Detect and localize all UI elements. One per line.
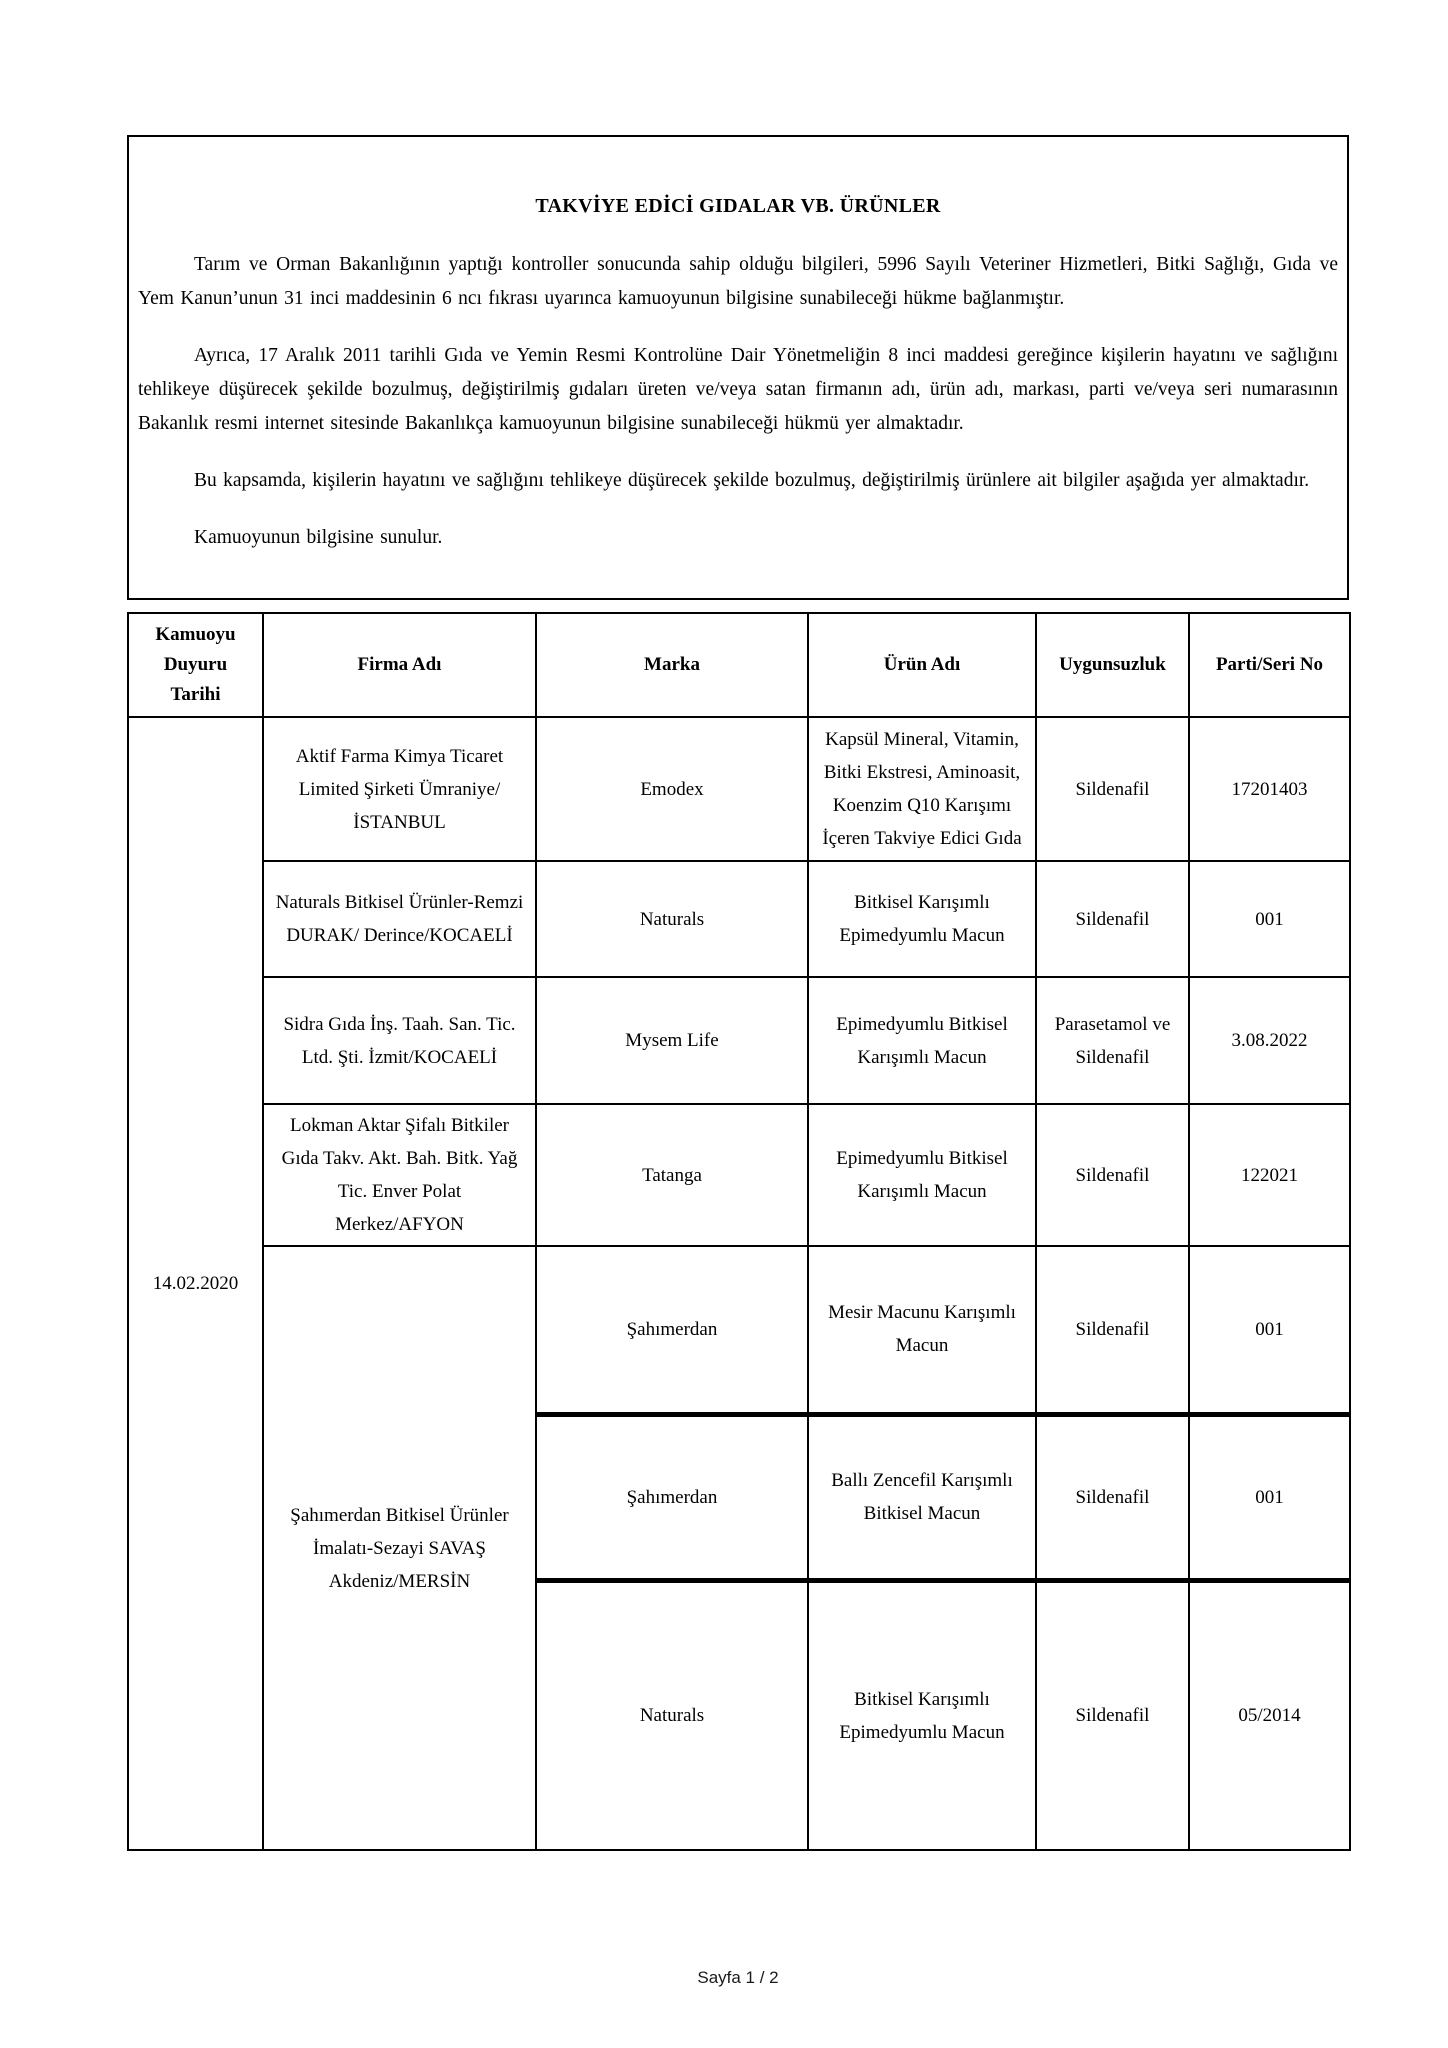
urun-cell: Mesir Macunu Karışımlı Macun: [808, 1246, 1036, 1414]
col-header-parti-seri-no: Parti/Seri No: [1189, 613, 1350, 717]
marka-cell: Emodex: [536, 717, 808, 861]
paragraph-4: Kamuoyunun bilgisine sunulur.: [194, 527, 443, 548]
marka-cell: Naturals: [536, 1580, 808, 1850]
urun-cell: Bitkisel Karışımlı Epimedyumlu Macun: [808, 1580, 1036, 1850]
table-row: [128, 1246, 1350, 1414]
parti-cell: 001: [1189, 1414, 1350, 1580]
col-header-uygunsuzluk: Uygunsuzluk: [1036, 613, 1189, 717]
paragraph-3: Bu kapsamda, kişilerin hayatını ve sağlığını tehlikeye düşürecek şekilde bozulmuş, değiştirilmiş ürünlere ait bilgiler aşağıda yer almaktadır.: [194, 470, 1310, 491]
firma-cell-merged: Şahımerdan Bitkisel Ürünler İmalatı-Sezayi SAVAŞ Akdeniz/MERSİN: [263, 1246, 536, 1850]
paragraph-1: Tarım ve Orman Bakanlığının yaptığı kontroller sonucunda sahip olduğu bilgileri, 5996 Sayılı Veteriner Hizmetleri, Bitki Sağlığı, Gıda ve Yem Kanun’unun 31 inci maddesinin 6 ncı fıkrası uyarınca kamuoyunun bilgisine sunabileceği hükme bağlanmıştır.: [138, 254, 1338, 309]
page-number-footer: Sayfa 1 / 2: [697, 1968, 779, 1987]
urun-cell: Kapsül Mineral, Vitamin, Bitki Ekstresi, Aminoasit, Koenzim Q10 Karışımı İçeren Takviye Edici Gıda: [808, 717, 1036, 861]
col-header-firma-adi: Firma Adı: [263, 613, 536, 717]
marka-cell: Mysem Life: [536, 977, 808, 1104]
urun-cell: Bitkisel Karışımlı Epimedyumlu Macun: [808, 861, 1036, 977]
uygunsuzluk-cell: Parasetamol ve Sildenafil: [1036, 977, 1189, 1104]
marka-cell: Şahımerdan: [536, 1246, 808, 1414]
table-row: [128, 1104, 1350, 1246]
col-header-duyuru-tarihi: Kamuoyu Duyuru Tarihi: [128, 613, 263, 717]
parti-cell: 17201403: [1189, 717, 1350, 861]
marka-cell: Şahımerdan: [536, 1414, 808, 1580]
parti-cell: 05/2014: [1189, 1580, 1350, 1850]
date-cell: 14.02.2020: [128, 717, 263, 1850]
table-row: [128, 977, 1350, 1104]
parti-cell: 001: [1189, 1246, 1350, 1414]
parti-cell: 3.08.2022: [1189, 977, 1350, 1104]
firma-cell: Lokman Aktar Şifalı Bitkiler Gıda Takv. Akt. Bah. Bitk. Yağ Tic. Enver Polat Merkez/AFYON: [263, 1104, 536, 1246]
document-title: TAKVİYE EDİCİ GIDALAR VB. ÜRÜNLER: [535, 195, 941, 217]
uygunsuzluk-cell: Sildenafil: [1036, 861, 1189, 977]
marka-cell: Naturals: [536, 861, 808, 977]
table-header-row: [128, 613, 1350, 717]
parti-cell: 001: [1189, 861, 1350, 977]
table-row: [128, 717, 1350, 861]
col-header-marka: Marka: [536, 613, 808, 717]
col-header-urun-adi: Ürün Adı: [808, 613, 1036, 717]
document-header-box: [127, 135, 1349, 600]
paragraph-2: Ayrıca, 17 Aralık 2011 tarihli Gıda ve Yemin Resmi Kontrolüne Dair Yönetmeliğin 8 inci maddesi gereğince kişilerin hayatını ve sağlığını tehlikeye düşürecek şekilde bozulmuş, değiştirilmiş gıdaları üreten ve/veya satan firmanın adı, ürün adı, markası, parti ve/veya seri numarasının Bakanlık resmi internet sitesinde Bakanlıkça kamuoyunun bilgisine sunabileceği hükmü yer almaktadır.: [138, 345, 1338, 434]
urun-cell: Ballı Zencefil Karışımlı Bitkisel Macun: [808, 1414, 1036, 1580]
uygunsuzluk-cell: Sildenafil: [1036, 1580, 1189, 1850]
firma-cell: Naturals Bitkisel Ürünler-Remzi DURAK/ Derince/KOCAELİ: [263, 861, 536, 977]
uygunsuzluk-cell: Sildenafil: [1036, 1104, 1189, 1246]
urun-cell: Epimedyumlu Bitkisel Karışımlı Macun: [808, 1104, 1036, 1246]
parti-cell: 122021: [1189, 1104, 1350, 1246]
firma-cell: Aktif Farma Kimya Ticaret Limited Şirketi Ümraniye/İSTANBUL: [263, 717, 536, 861]
uygunsuzluk-cell: Sildenafil: [1036, 1414, 1189, 1580]
firma-cell: Sidra Gıda İnş. Taah. San. Tic. Ltd. Şti. İzmit/KOCAELİ: [263, 977, 536, 1104]
urun-cell: Epimedyumlu Bitkisel Karışımlı Macun: [808, 977, 1036, 1104]
table-row: [128, 861, 1350, 977]
uygunsuzluk-cell: Sildenafil: [1036, 717, 1189, 861]
products-table: [127, 612, 1351, 1851]
marka-cell: Tatanga: [536, 1104, 808, 1246]
uygunsuzluk-cell: Sildenafil: [1036, 1246, 1189, 1414]
